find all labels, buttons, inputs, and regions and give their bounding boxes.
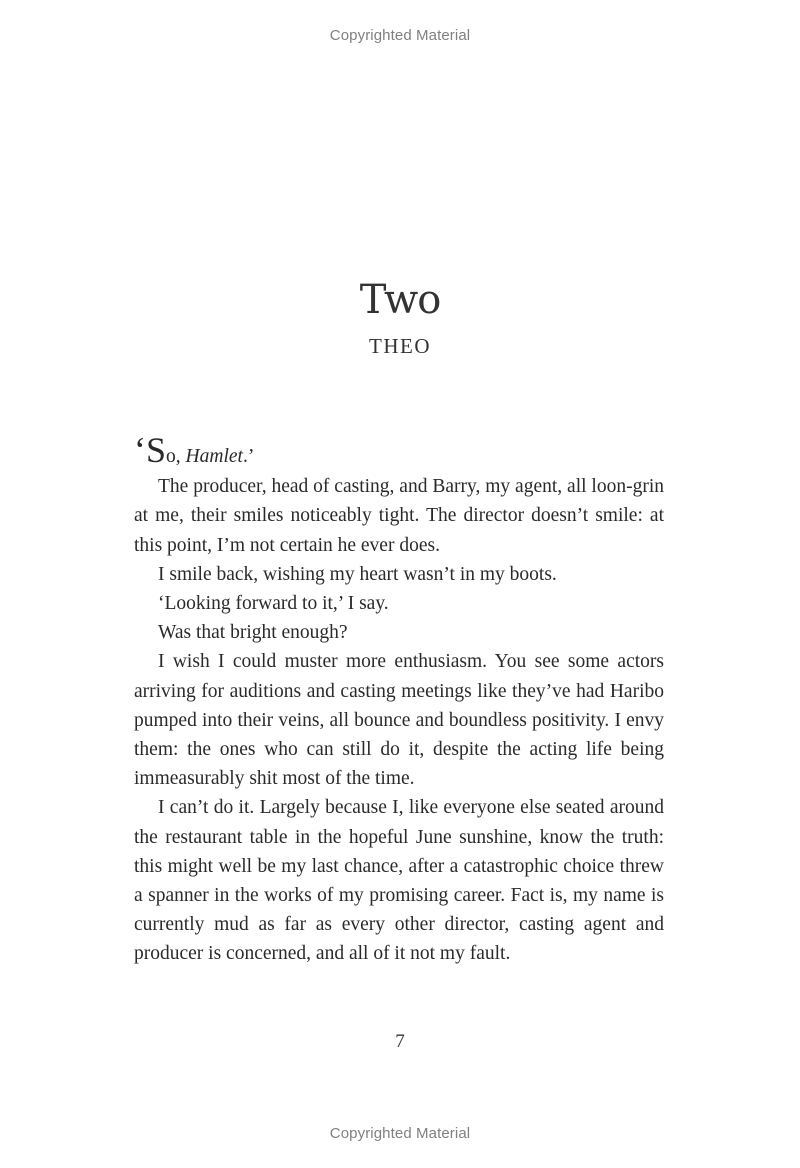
paragraph: ‘Looking forward to it,’ I say. <box>158 593 389 615</box>
opening-line <box>134 430 664 471</box>
paragraph: I wish I could muster more enthusiasm. You see some actors arriving for auditions and casting meetings like they’ve had Haribo pumped into their veins, all bounce and boundless positivity. I envy them: the ones who can still do it, despite the acting life being immeasurably shit most of the time. <box>134 651 664 790</box>
paragraph: I can’t do it. Largely because I, like everyone else seated around the restaurant table in the hopeful June sunshine, know the truth: this might well be my last chance, after a catastrophic choice threw a spanner in the works of my promising career. Fact is, my name is currently mud as far as every other director, casting agent and producer is concerned, and all of it not my fault. <box>134 797 664 965</box>
copyright-watermark-bottom: Copyrighted Material <box>329 1125 471 1142</box>
opening-quote-mark: ‘ <box>134 430 146 470</box>
opening-italic-title: Hamlet <box>185 446 243 467</box>
drop-cap: S <box>146 430 167 470</box>
paragraph: Was that bright enough? <box>158 622 348 644</box>
paragraph: I smile back, wishing my heart wasn’t in my boots. <box>158 563 557 585</box>
page-number: 7 <box>395 1031 405 1052</box>
chapter-body <box>134 430 664 969</box>
chapter-subtitle: THEO <box>369 334 431 358</box>
opening-rest: o, <box>166 446 186 467</box>
opening-end: .’ <box>242 446 255 467</box>
chapter-title: Two <box>359 276 441 323</box>
paragraph: The producer, head of casting, and Barry, my agent, all loon-grin at me, their smiles noticeably tight. The director doesn’t smile: at this point, I’m not certain he ever does. <box>134 476 664 556</box>
copyright-watermark-top: Copyrighted Material <box>329 27 471 44</box>
